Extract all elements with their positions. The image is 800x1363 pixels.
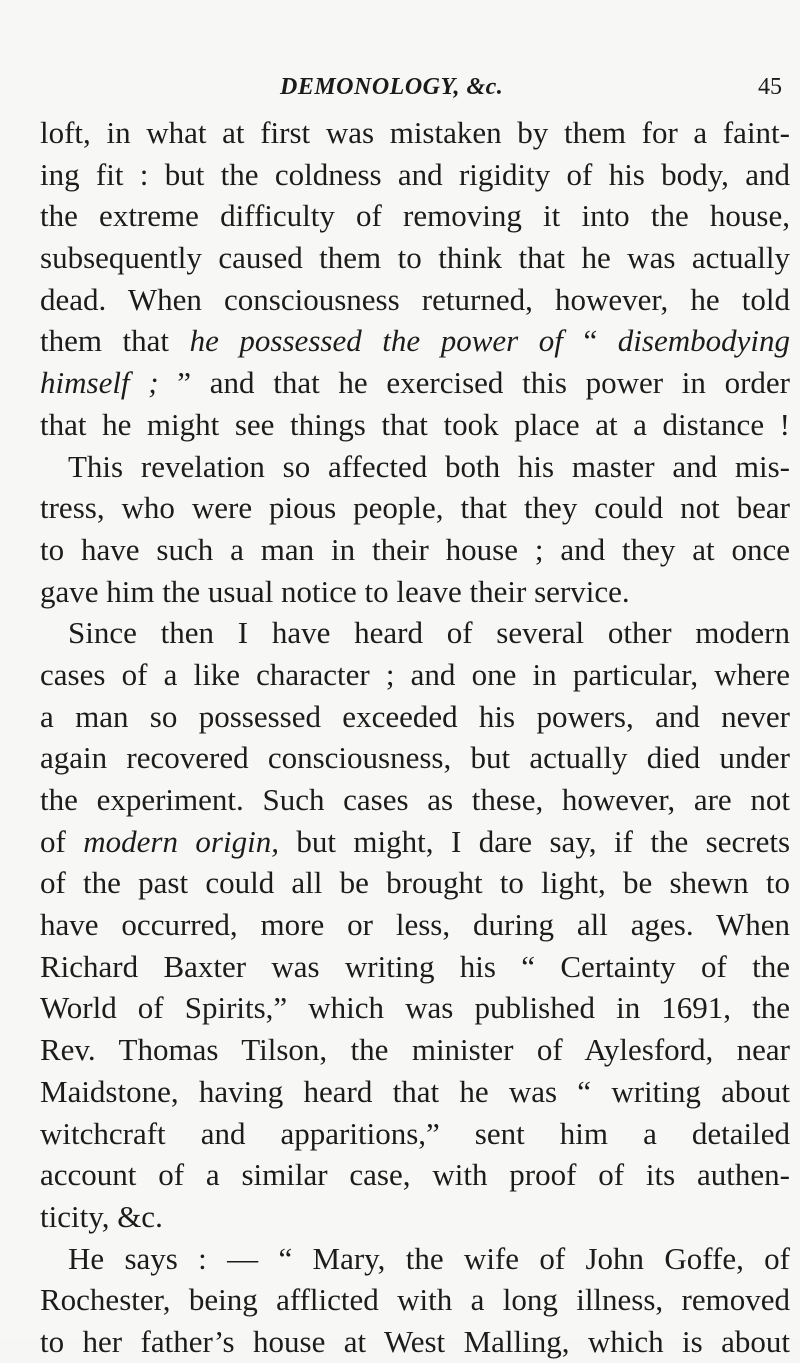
text-line (40, 154, 790, 196)
italic-text: he possessed the power of (189, 323, 563, 359)
text-line (40, 1196, 790, 1238)
text-segment: Richard Baxter was writing his “ Certainty of the (40, 948, 790, 984)
text-line (40, 862, 790, 904)
text-line (40, 904, 790, 946)
text-line (40, 571, 790, 613)
text-line (40, 320, 790, 362)
text-segment: again recovered consciousness, but actually died under (40, 740, 790, 776)
text-segment: He says : — “ Mary, the wife of John Goffe, of (68, 1240, 790, 1276)
italic-text: modern origin, (83, 823, 279, 859)
text-line (40, 279, 790, 321)
text-line (40, 612, 790, 654)
text-segment: Since then I have heard of several other modern (68, 615, 790, 651)
text-line (40, 779, 790, 821)
text-line (40, 195, 790, 237)
text-segment: Rev. Thomas Tilson, the minister of Aylesford, near (40, 1032, 790, 1068)
text-segment: to have such a man in their house ; and they at once (40, 531, 790, 567)
text-line (40, 946, 790, 988)
text-line (40, 112, 790, 154)
text-line (40, 237, 790, 279)
text-line (40, 1279, 790, 1321)
running-title: DEMONOLOGY, &c. (280, 74, 504, 100)
text-segment: of (40, 823, 84, 859)
text-line (40, 737, 790, 779)
text-line (40, 487, 790, 529)
text-segment: but might, I dare say, if the secrets (278, 823, 791, 859)
text-segment: ” and that he exercised this power in order (158, 365, 790, 401)
text-line (40, 404, 790, 446)
text-segment: to her father’s house at West Malling, which is about (40, 1323, 790, 1359)
text-line (40, 1154, 790, 1196)
text-segment: Rochester, being afflicted with a long illness, removed (40, 1282, 790, 1318)
text-segment: ticity, &c. (40, 1198, 163, 1234)
text-segment: the extreme difficulty of removing it into the house, (40, 198, 790, 234)
text-line (40, 362, 790, 404)
text-line (40, 696, 790, 738)
text-segment: loft, in what at first was mistaken by them for a faint- (40, 115, 790, 150)
text-segment: witchcraft and apparitions,” sent him a detailed (40, 1115, 790, 1151)
page-number: 45 (758, 74, 782, 100)
italic-text: himself ; (40, 365, 159, 401)
text-segment: that he might see things that took place at a distance ! (40, 406, 790, 442)
text-segment: World of Spirits,” which was published in 1691, the (40, 990, 790, 1026)
text-segment: the experiment. Such cases as these, however, are not (40, 782, 790, 817)
text-line (40, 654, 790, 696)
text-segment: cases of a like character ; and one in particular, where (40, 656, 790, 692)
text-line (40, 1321, 790, 1363)
text-line (40, 446, 790, 488)
text-segment: have occurred, more or less, during all ages. When (40, 907, 790, 943)
text-segment: ing fit : but the coldness and rigidity of his body, and (40, 156, 790, 192)
body-text (40, 112, 790, 1363)
text-segment: a man so possessed exceeded his powers, and never (40, 698, 790, 734)
text-segment: “ (562, 323, 618, 359)
text-segment: gave him the usual notice to leave their service. (40, 573, 630, 609)
text-segment: This revelation so affected both his master and mis- (68, 448, 790, 484)
text-segment: account of a similar case, with proof of its authen- (40, 1157, 790, 1193)
text-line (40, 1029, 790, 1071)
text-line (40, 1113, 790, 1155)
text-segment: Maidstone, having heard that he was “ writing about (40, 1073, 790, 1109)
text-line (40, 987, 790, 1029)
text-line (40, 1238, 790, 1280)
text-segment: them that (40, 323, 190, 359)
text-line (40, 821, 790, 863)
text-line (40, 1071, 790, 1113)
italic-text: disembodying (617, 323, 790, 359)
text-line (40, 529, 790, 571)
running-head (280, 74, 800, 114)
text-segment: tress, who were pious people, that they could not bear (40, 490, 790, 526)
text-segment: subsequently caused them to think that he was actually (40, 240, 790, 276)
text-segment: of the past could all be brought to light, be shewn to (40, 865, 790, 901)
text-segment: dead. When consciousness returned, however, he told (40, 281, 790, 317)
